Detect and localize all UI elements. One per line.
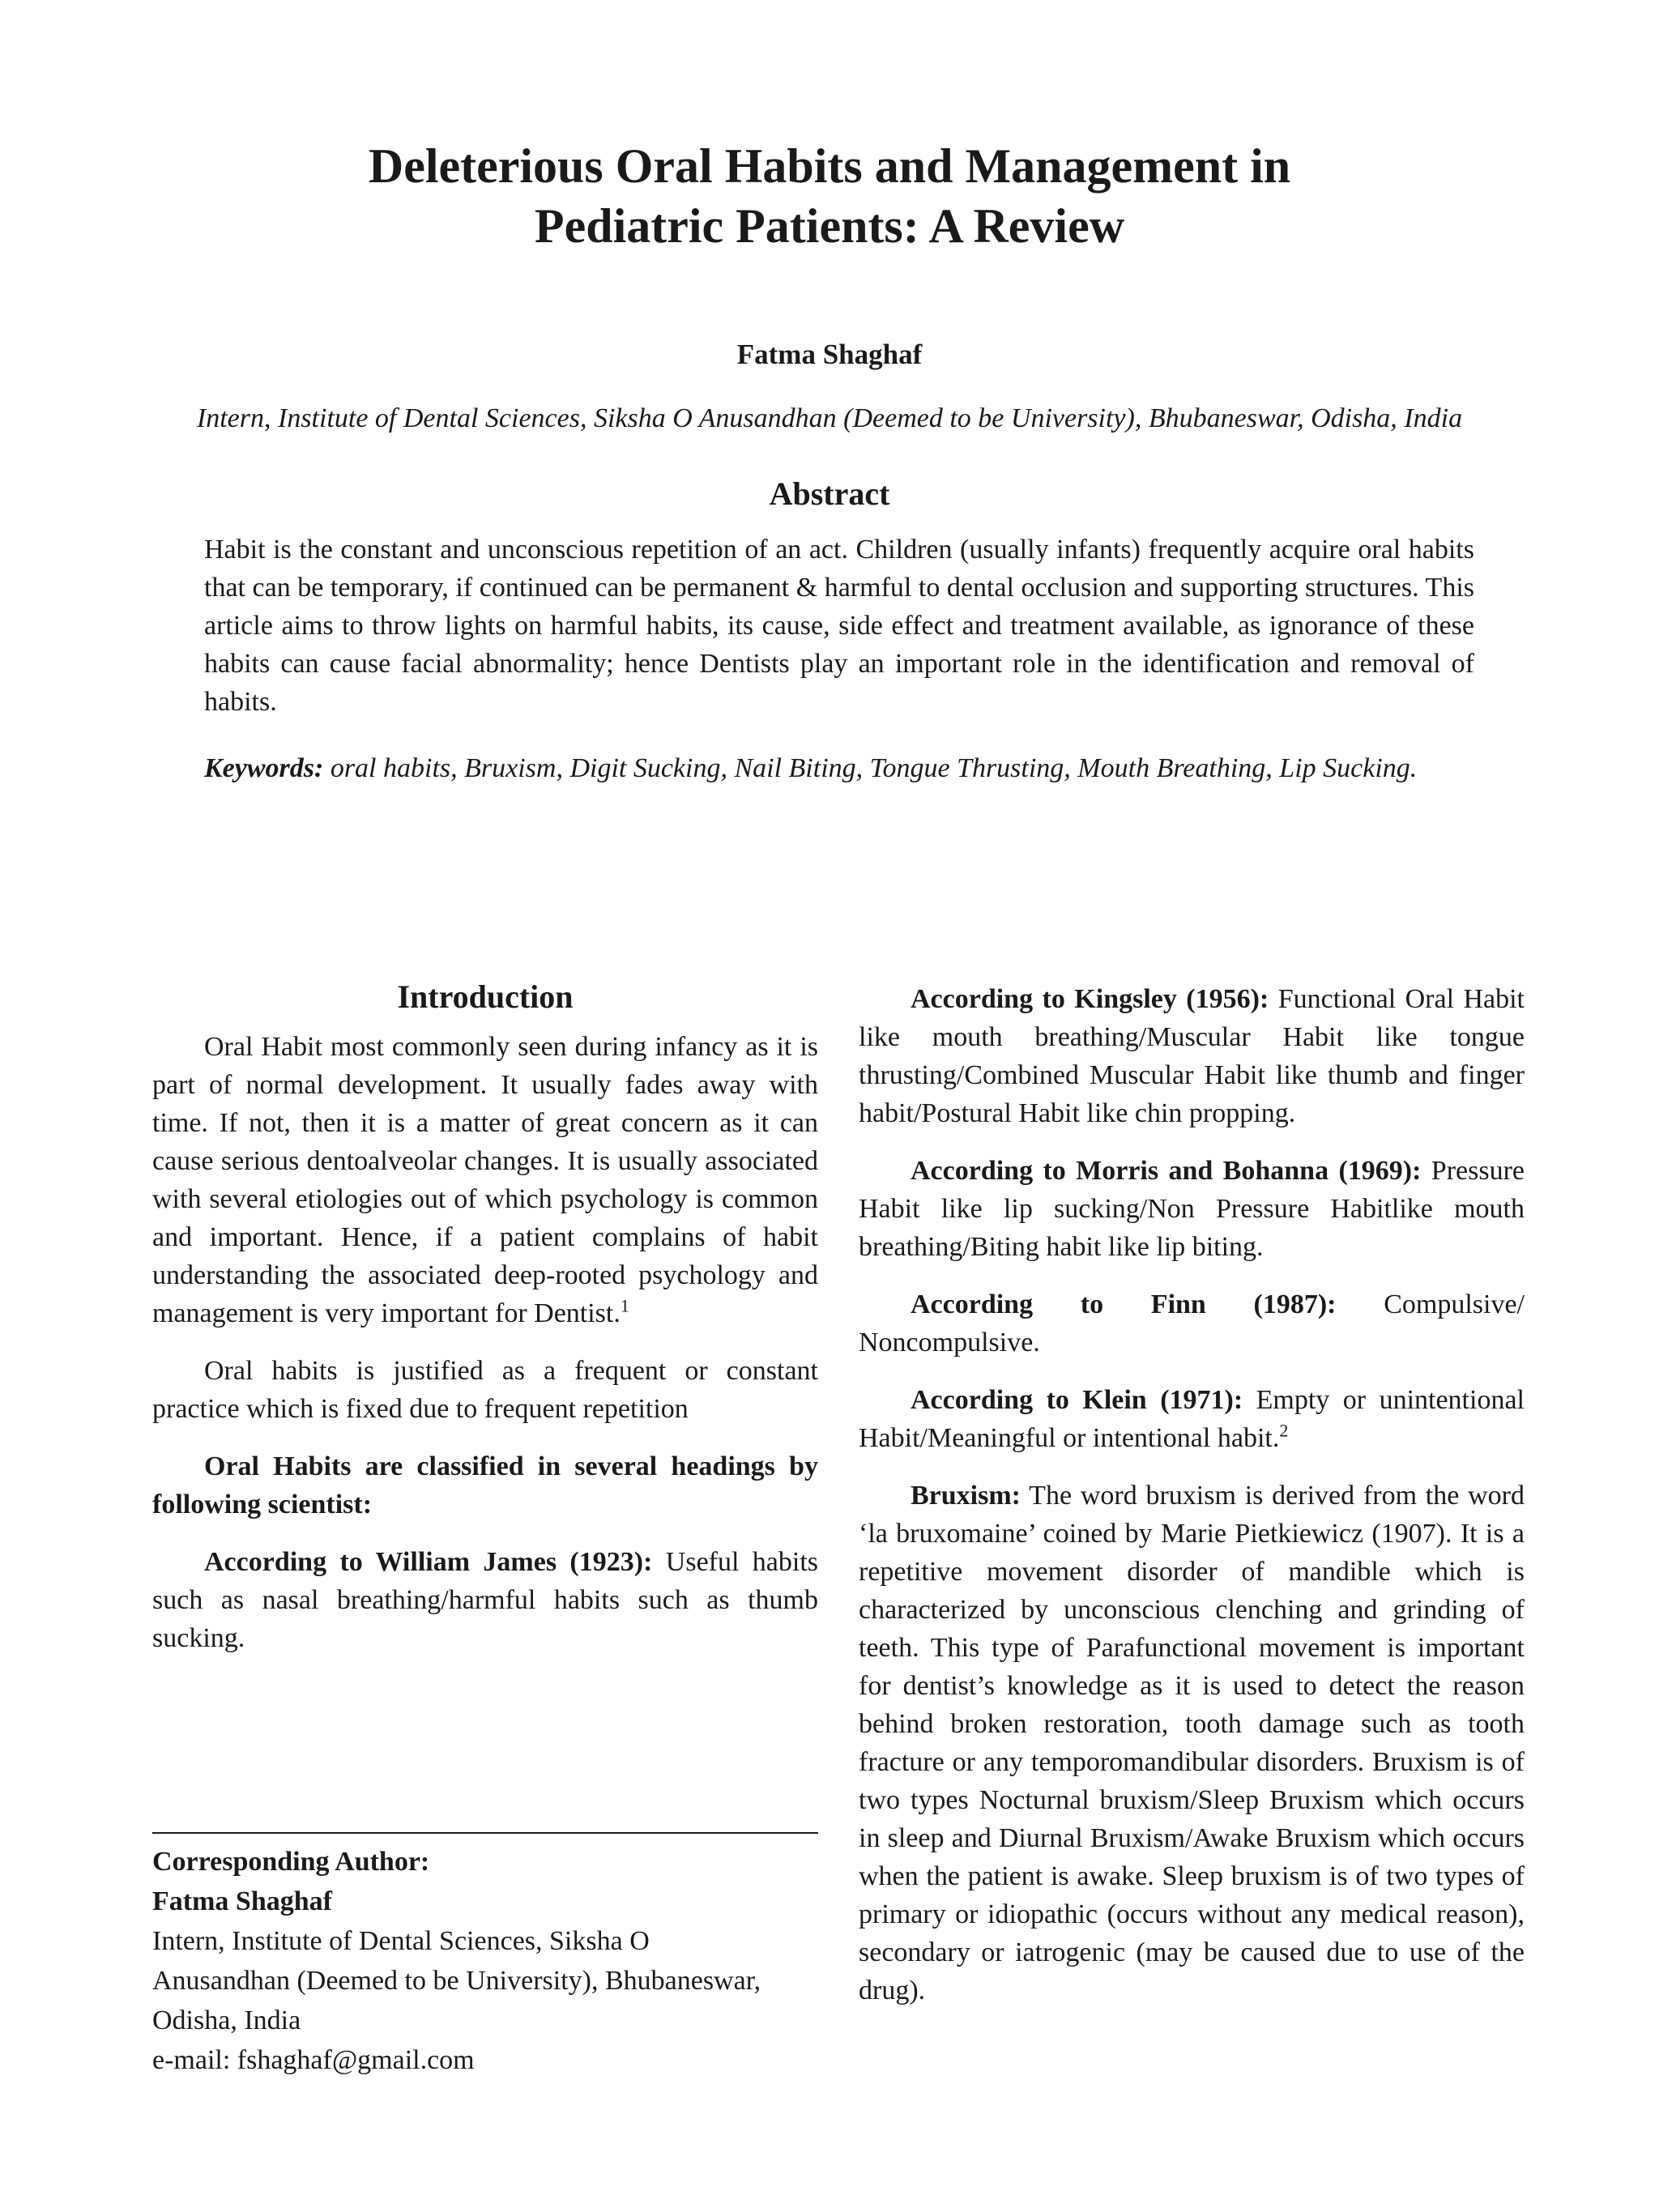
keywords-list: oral habits, Bruxism, Digit Sucking, Nail Biting, Tongue Thrusting, Mouth Breathing, Lip Sucking. (323, 753, 1418, 783)
author-affiliation: Intern, Institute of Dental Sciences, Siksha O Anusandhan (Deemed to be University), Bhubaneswar, Odisha, India (196, 403, 1463, 433)
classification-heading: Oral Habits are classified in several headings by following scientist: (152, 1451, 818, 1519)
intro-p1-text: Oral Habit most commonly seen during infancy as it is part of normal development. It usually fades away with time. If not, then it is a matter of great concern as it can cause serious dentoalveolar changes. It is usually associated with several etiologies out of which psychology is common and important. Hence, if a patient complains of habit understanding the associated deep-rooted psychology and management is very important for Dentist. (152, 1032, 818, 1328)
morris-bohanna-text: Pressure Habit like lip sucking/Non Pressure Habitlike mouth breathing/Biting habit like lip biting. (859, 1156, 1525, 1262)
abstract-heading: Abstract (769, 475, 890, 512)
william-james-paragraph (152, 1543, 818, 1657)
bruxism-paragraph (859, 1477, 1525, 2010)
author-name: Fatma Shaghaf (736, 339, 923, 370)
title-line-1: Deleterious Oral Habits and Management in (368, 139, 1291, 193)
corresponding-address-2: Anusandhan (Deemed to be University), Bhubaneswar, (152, 1966, 761, 1996)
finn-text: Compulsive/ Noncompulsive. (859, 1289, 1525, 1357)
kingsley-lead: According to Kingsley (1956): (911, 984, 1269, 1014)
intro-paragraph-2: Oral habits is justified as a frequent or constant practice which is fixed due to frequent repetition (152, 1356, 818, 1424)
bruxism-lead: Bruxism: (911, 1481, 1021, 1511)
klein-paragraph (859, 1381, 1525, 1457)
klein-lead: According to Klein (1971): (911, 1385, 1243, 1415)
morris-bohanna-paragraph (859, 1152, 1525, 1266)
corresponding-address-3: Odisha, India (152, 2005, 301, 2035)
intro-paragraph-1 (152, 1028, 818, 1332)
left-column (152, 976, 818, 1677)
william-james-text: Useful habits such as nasal breathing/harmful habits such as thumb sucking. (152, 1547, 819, 1653)
corresponding-author-block (152, 1842, 865, 2080)
corresponding-email: e-mail: fshaghaf@gmail.com (152, 2045, 475, 2075)
reference-1: 1 (620, 1295, 629, 1316)
bruxism-text: The word bruxism is derived from the word ‘la bruxomaine’ coined by Marie Pietkiewicz (1907). It is a repetitive movement disorder of mandible which is characterized by unconscious clenching and grinding of teeth. This type of Parafunctional movement is important for dentist’s knowledge as it is used to detect the reason behind broken restoration, tooth damage such as tooth fracture or any temporomandibular disorders. Bruxism is of two types Nocturnal bruxism/Sleep Bruxism which occurs in sleep and Diurnal Bruxism/Awake Bruxism which occurs when the patient is awake. Sleep bruxism is of two types of primary or idiopathic (occurs without any medical reason), secondary or iatrogenic (may be caused due to use of the drug). (859, 1481, 1525, 2005)
introduction-heading: Introduction (397, 978, 574, 1015)
keywords (204, 749, 1474, 787)
finn-paragraph (859, 1285, 1525, 1362)
morris-bohanna-lead: According to Morris and Bohanna (1969): (911, 1156, 1422, 1186)
title-line-2: Pediatric Patients: A Review (534, 199, 1125, 253)
finn-lead: According to Finn (1987): (911, 1289, 1337, 1319)
corresponding-name: Fatma Shaghaf (152, 1886, 332, 1916)
reference-2: 2 (1279, 1420, 1289, 1441)
kingsley-paragraph (859, 980, 1525, 1132)
abstract-text: Habit is the constant and unconscious repetition of an act. Children (usually infants) frequently acquire oral habits that can be temporary, if continued can be permanent & harmful to dental occlusion and supporting structures. This article aims to throw lights on harmful habits, its cause, side effect and treatment available, as ignorance of these habits can cause facial abnormality; hence Dentists play an important role in the identification and removal of habits. (204, 535, 1474, 717)
corresponding-address-1: Intern, Institute of Dental Sciences, Siksha O (152, 1926, 650, 1956)
corresponding-label: Corresponding Author: (152, 1847, 430, 1877)
kingsley-text: Functional Oral Habit like mouth breathing/Muscular Habit like tongue thrusting/Combined Muscular Habit like thumb and finger habit/Postural Habit like chin propping. (859, 984, 1525, 1128)
right-column (859, 980, 1525, 2029)
klein-text: Empty or unintentional Habit/Meaningful or intentional habit. (859, 1385, 1525, 1453)
william-james-lead: According to William James (1923): (204, 1547, 653, 1577)
keywords-label: Keywords: (204, 753, 324, 783)
footnote-divider (152, 1832, 818, 1834)
paper-title (162, 136, 1497, 256)
